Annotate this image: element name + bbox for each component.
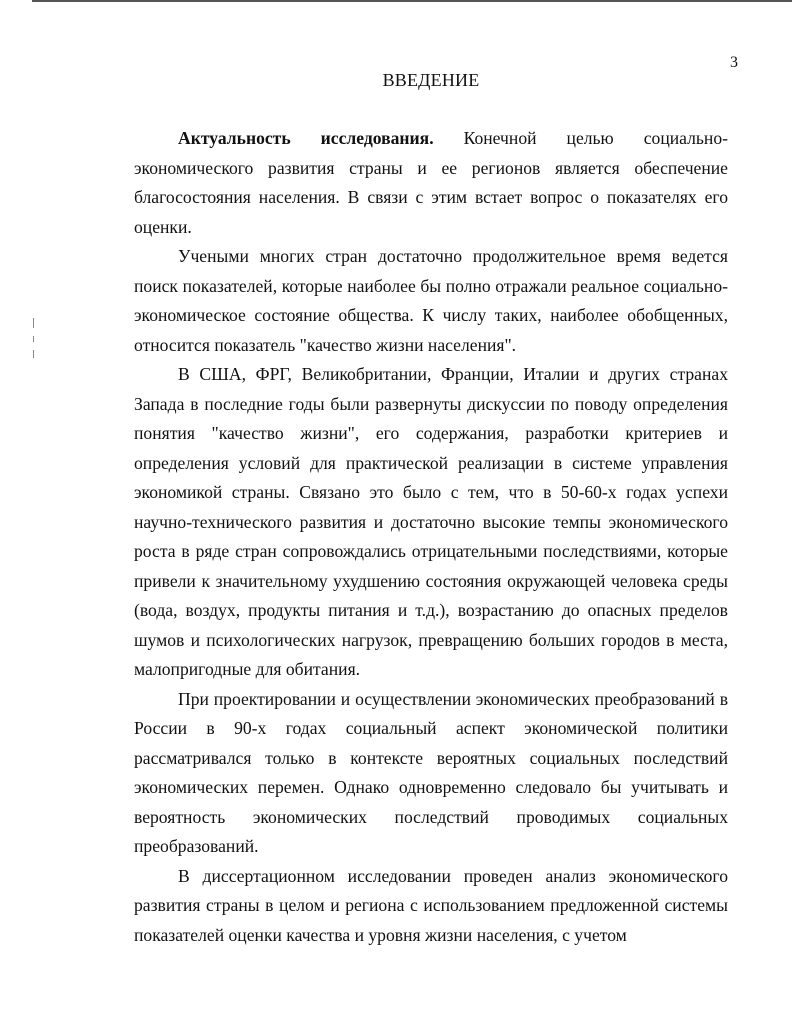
section-heading: ВВЕДЕНИЕ xyxy=(382,70,480,90)
paragraph: В США, ФРГ, Великобритании, Франции, Италии и других странах Запада в последние годы были развернуты дискуссии по поводу определения понятия "качество жизни", его содержания, разработки критериев и определения условий для практической реализации в системе управления экономикой страны. Связано это было с тем, что в 50-60-х годах успехи научно-технического развития и достаточно высокие темпы экономического роста в ряде стран сопровождались отрицательными последствиями, которые привели к значительному ухудшению состояния окружающей человека среды (вода, воздух, продукты питания и т.д.), возрастанию до опасных пределов шумов и психологических нагрузок, превращению больших городов в места, малопригодные для обитания. xyxy=(134,364,728,679)
paragraph-text: Конечной целью социально-экономического развития страны и ее регионов является обеспечение благосостояния населения. В связи с этим встает вопрос о показателях его оценки. xyxy=(134,128,728,237)
page-number: 3 xyxy=(730,54,738,71)
scan-margin-mark xyxy=(33,318,34,328)
paragraph: В диссертационном исследовании проведен анализ экономического развития страны в целом и региона с использованием предложенной системы показателей оценки качества и уровня жизни населения, с учетом xyxy=(134,865,728,945)
lead-term: Актуальность xyxy=(178,128,291,148)
document-body xyxy=(134,124,728,950)
scan-margin-mark xyxy=(33,350,34,358)
scan-margin-mark xyxy=(33,336,34,342)
paragraph: При проектировании и осуществлении экономических преобразований в России в 90-х годах социальный аспект экономической политики рассматривался только в контексте вероятных социальных последствий экономических перемен. Однако одновременно следовало бы учитывать и вероятность экономических последствий проводимых социальных преобразований. xyxy=(134,688,728,856)
scan-top-edge xyxy=(32,0,792,2)
paragraph: Учеными многих стран достаточно продолжительное время ведется поиск показателей, которые наиболее бы полно отражали реальное социально-экономическое состояние общества. К числу таких, наиболее обобщенных, относится показатель "качество жизни населения". xyxy=(134,246,728,355)
lead-term: исследования. xyxy=(320,128,434,148)
paragraph-relevance xyxy=(134,124,728,242)
